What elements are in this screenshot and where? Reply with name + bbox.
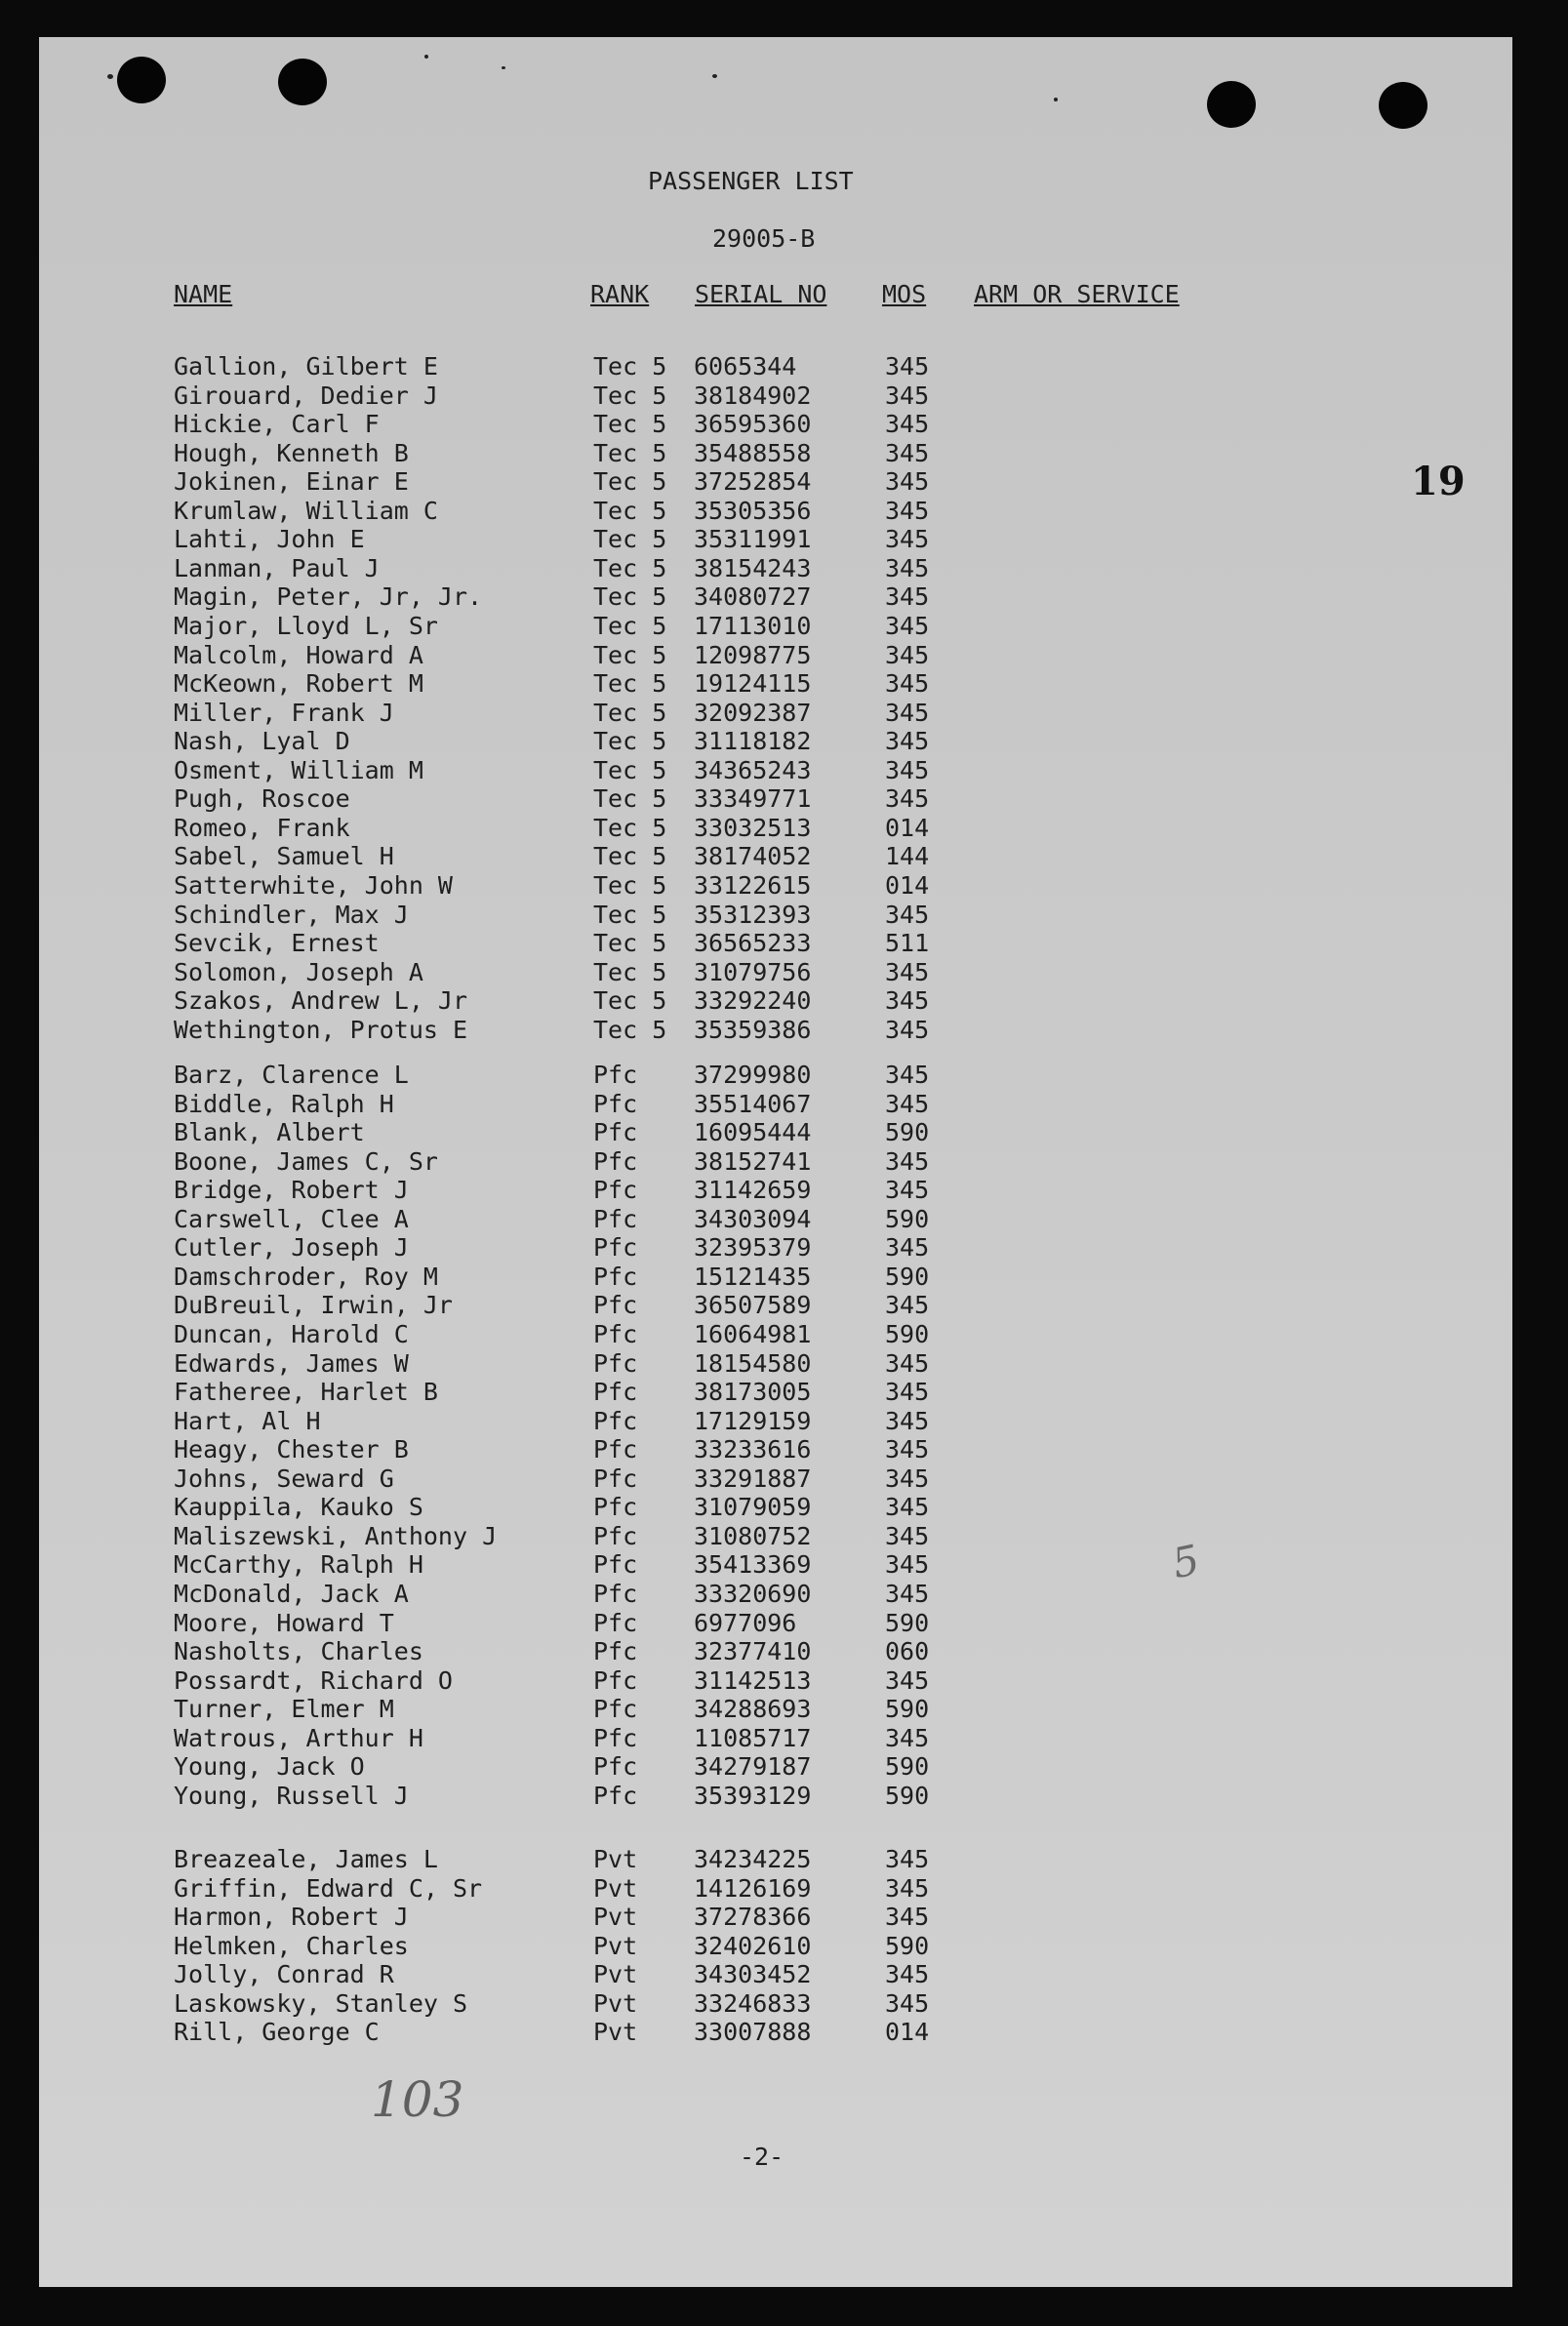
- passenger-mos: 345: [885, 669, 930, 698]
- table-row: [39, 1782, 1512, 1811]
- passenger-rank: Pfc: [593, 1204, 638, 1233]
- passenger-serial-number: 31079756: [694, 957, 812, 986]
- passenger-name: Cutler, Joseph J: [174, 1233, 409, 1263]
- passenger-serial-number: 35393129: [694, 1781, 812, 1810]
- passenger-serial-number: 33292240: [694, 986, 812, 1016]
- passenger-serial-number: 33032513: [694, 813, 812, 842]
- passenger-rank: Pfc: [593, 1493, 638, 1522]
- passenger-name: Major, Lloyd L, Sr: [174, 612, 438, 640]
- passenger-rank: Pfc: [593, 1378, 638, 1406]
- passenger-rank: Pvt: [593, 2018, 638, 2047]
- table-row: [39, 1147, 1512, 1177]
- passenger-serial-number: 12098775: [694, 640, 812, 669]
- passenger-name: Malcolm, Howard A: [174, 640, 423, 669]
- passenger-mos: 590: [885, 1695, 930, 1724]
- table-row: [39, 1493, 1512, 1522]
- passenger-rank: Pfc: [593, 1521, 638, 1550]
- passenger-serial-number: 35359386: [694, 1015, 812, 1044]
- column-header-mos: MOS: [882, 280, 927, 308]
- table-row: [39, 1320, 1512, 1349]
- passenger-name: Lahti, John E: [174, 525, 365, 554]
- passenger-rank: Tec 5: [593, 986, 667, 1016]
- passenger-serial-number: 33349771: [694, 784, 812, 814]
- passenger-serial-number: 34303452: [694, 1960, 812, 1989]
- table-row: [39, 727, 1512, 756]
- passenger-name: Young, Jack O: [174, 1752, 365, 1782]
- table-row: [39, 1378, 1512, 1407]
- passenger-name: Watrous, Arthur H: [174, 1723, 423, 1752]
- passenger-mos: 345: [885, 1960, 930, 1989]
- passenger-rank: Pfc: [593, 1061, 638, 1089]
- table-row: [39, 669, 1512, 699]
- table-row: [39, 756, 1512, 785]
- passenger-name: Heagy, Chester B: [174, 1435, 409, 1464]
- table-row: [39, 612, 1512, 641]
- passenger-serial-number: 33320690: [694, 1579, 812, 1608]
- passenger-serial-number: 18154580: [694, 1348, 812, 1378]
- passenger-name: Griffin, Edward C, Sr: [174, 1873, 483, 1903]
- passenger-serial-number: 33291887: [694, 1464, 812, 1493]
- passenger-mos: 345: [885, 496, 930, 525]
- passenger-name: Schindler, Max J: [174, 900, 409, 929]
- passenger-mos: 345: [885, 1089, 930, 1118]
- passenger-name: Turner, Elmer M: [174, 1695, 394, 1724]
- passenger-mos: 345: [885, 582, 930, 612]
- passenger-serial-number: 19124115: [694, 669, 812, 698]
- passenger-serial-number: 38174052: [694, 842, 812, 871]
- passenger-serial-number: 35514067: [694, 1089, 812, 1118]
- passenger-serial-number: 33246833: [694, 1988, 812, 2018]
- passenger-name: Girouard, Dedier J: [174, 381, 438, 410]
- passenger-serial-number: 36507589: [694, 1291, 812, 1320]
- table-row: [39, 1407, 1512, 1436]
- passenger-name: Miller, Frank J: [174, 698, 394, 727]
- handwritten-count: 103: [371, 2071, 464, 2128]
- passenger-rank: Pfc: [593, 1176, 638, 1205]
- passenger-mos: 345: [885, 727, 930, 756]
- passenger-mos: 345: [885, 1903, 930, 1932]
- passenger-serial-number: 35305356: [694, 496, 812, 525]
- passenger-mos: 345: [885, 1291, 930, 1320]
- passenger-serial-number: 16095444: [694, 1118, 812, 1147]
- passenger-rank: Tec 5: [593, 957, 667, 986]
- passenger-rank: Tec 5: [593, 727, 667, 756]
- passenger-serial-number: 35312393: [694, 900, 812, 929]
- table-row: [39, 1752, 1512, 1782]
- table-row: [39, 1349, 1512, 1379]
- passenger-rank: Pfc: [593, 1723, 638, 1752]
- table-row: [39, 1118, 1512, 1147]
- table-row: [39, 439, 1512, 468]
- passenger-mos: 345: [885, 525, 930, 554]
- passenger-name: Harmon, Robert J: [174, 1903, 409, 1932]
- stamped-page-number: 19: [1411, 459, 1466, 504]
- passenger-mos: 590: [885, 1781, 930, 1810]
- passenger-mos: 511: [885, 929, 930, 957]
- passenger-rank: Pfc: [593, 1464, 638, 1493]
- passenger-name: Sevcik, Ernest: [174, 929, 380, 957]
- passenger-mos: 345: [885, 957, 930, 986]
- passenger-mos: 345: [885, 1146, 930, 1176]
- passenger-name: Romeo, Frank: [174, 813, 350, 842]
- passenger-rank: Tec 5: [593, 438, 667, 467]
- passenger-mos: 345: [885, 1378, 930, 1406]
- passenger-name: Moore, Howard T: [174, 1608, 394, 1637]
- passenger-mos: 345: [885, 612, 930, 640]
- passenger-mos: 590: [885, 1118, 930, 1147]
- passenger-mos: 345: [885, 1348, 930, 1378]
- table-row: [39, 986, 1512, 1016]
- passenger-name: Barz, Clarence L: [174, 1061, 409, 1089]
- column-header-name: NAME: [174, 280, 233, 308]
- passenger-name: McCarthy, Ralph H: [174, 1550, 423, 1580]
- passenger-name: Hickie, Carl F: [174, 410, 380, 439]
- passenger-serial-number: 14126169: [694, 1873, 812, 1903]
- table-row: [39, 352, 1512, 381]
- passenger-name: Maliszewski, Anthony J: [174, 1521, 498, 1550]
- passenger-name: Carswell, Clee A: [174, 1204, 409, 1233]
- passenger-serial-number: 34080727: [694, 582, 812, 612]
- passenger-rank: Pfc: [593, 1781, 638, 1810]
- passenger-mos: 345: [885, 1233, 930, 1263]
- passenger-name: Jokinen, Einar E: [174, 467, 409, 497]
- passenger-mos: 345: [885, 1873, 930, 1903]
- passenger-name: Helmken, Charles: [174, 1931, 409, 1960]
- passenger-name: McKeown, Robert M: [174, 669, 423, 698]
- table-row: [39, 1874, 1512, 1904]
- table-row: [39, 1263, 1512, 1292]
- passenger-mos: 014: [885, 870, 930, 900]
- document-page: [39, 37, 1512, 2287]
- table-row: [39, 554, 1512, 583]
- passenger-rank: Pvt: [593, 1931, 638, 1960]
- passenger-rank: Tec 5: [593, 352, 667, 381]
- passenger-mos: 345: [885, 1845, 930, 1873]
- passenger-serial-number: 17113010: [694, 612, 812, 640]
- passenger-serial-number: 35311991: [694, 525, 812, 554]
- passenger-rank: Pfc: [593, 1233, 638, 1263]
- passenger-serial-number: 31142513: [694, 1665, 812, 1695]
- table-row: [39, 641, 1512, 670]
- passenger-rank: Pvt: [593, 1873, 638, 1903]
- page-title: PASSENGER LIST: [648, 167, 854, 195]
- passenger-serial-number: 31142659: [694, 1176, 812, 1205]
- passenger-serial-number: 17129159: [694, 1406, 812, 1435]
- passenger-mos: 345: [885, 1550, 930, 1580]
- passenger-serial-number: 32092387: [694, 698, 812, 727]
- passenger-rank: Tec 5: [593, 496, 667, 525]
- passenger-mos: 345: [885, 438, 930, 467]
- column-header-arm-or-service: ARM OR SERVICE: [974, 280, 1180, 308]
- passenger-mos: 345: [885, 1464, 930, 1493]
- passenger-rank: Pfc: [593, 1118, 638, 1147]
- passenger-rank: Tec 5: [593, 870, 667, 900]
- passenger-name: Boone, James C, Sr: [174, 1146, 438, 1176]
- column-header-rank: RANK: [590, 280, 650, 308]
- column-header-serial: SERIAL NO: [695, 280, 827, 308]
- passenger-rank: Tec 5: [593, 755, 667, 784]
- passenger-table: [39, 37, 1512, 2287]
- passenger-name: Johns, Seward G: [174, 1464, 394, 1493]
- passenger-name: Wethington, Protus E: [174, 1015, 468, 1044]
- passenger-serial-number: 38152741: [694, 1146, 812, 1176]
- passenger-name: Magin, Peter, Jr, Jr.: [174, 582, 483, 612]
- passenger-serial-number: 33007888: [694, 2018, 812, 2047]
- passenger-mos: 345: [885, 1723, 930, 1752]
- passenger-mos: 345: [885, 1493, 930, 1522]
- passenger-mos: 014: [885, 813, 930, 842]
- passenger-name: Nasholts, Charles: [174, 1637, 423, 1665]
- passenger-mos: 345: [885, 1988, 930, 2018]
- passenger-rank: Tec 5: [593, 813, 667, 842]
- passenger-rank: Pfc: [593, 1348, 638, 1378]
- passenger-rank: Pfc: [593, 1637, 638, 1665]
- passenger-serial-number: 38154243: [694, 553, 812, 582]
- passenger-name: McDonald, Jack A: [174, 1579, 409, 1608]
- passenger-name: Edwards, James W: [174, 1348, 409, 1378]
- passenger-mos: 345: [885, 553, 930, 582]
- passenger-mos: 014: [885, 2018, 930, 2047]
- passenger-name: Laskowsky, Stanley S: [174, 1988, 468, 2018]
- passenger-rank: Tec 5: [593, 467, 667, 497]
- passenger-name: Blank, Albert: [174, 1118, 365, 1147]
- table-row: [39, 582, 1512, 612]
- passenger-serial-number: 37299980: [694, 1061, 812, 1089]
- table-row: [39, 497, 1512, 526]
- passenger-serial-number: 11085717: [694, 1723, 812, 1752]
- passenger-mos: 345: [885, 1015, 930, 1044]
- document-code: 29005-B: [712, 224, 816, 253]
- table-row: [39, 381, 1512, 411]
- table-row: [39, 2018, 1512, 2047]
- passenger-rank: Pfc: [593, 1262, 638, 1291]
- passenger-rank: Tec 5: [593, 410, 667, 439]
- passenger-rank: Pvt: [593, 1960, 638, 1989]
- passenger-mos: 590: [885, 1931, 930, 1960]
- passenger-mos: 345: [885, 467, 930, 497]
- passenger-mos: 590: [885, 1204, 930, 1233]
- passenger-rank: Pfc: [593, 1550, 638, 1580]
- passenger-mos: 590: [885, 1262, 930, 1291]
- passenger-name: Fatheree, Harlet B: [174, 1378, 438, 1406]
- passenger-name: Biddle, Ralph H: [174, 1089, 394, 1118]
- passenger-rank: Pfc: [593, 1089, 638, 1118]
- table-row: [39, 410, 1512, 439]
- passenger-rank: Tec 5: [593, 582, 667, 612]
- passenger-serial-number: 34279187: [694, 1752, 812, 1782]
- passenger-mos: 590: [885, 1320, 930, 1348]
- table-row: [39, 1435, 1512, 1464]
- passenger-mos: 345: [885, 784, 930, 814]
- page-number: -2-: [740, 2143, 784, 2171]
- table-row: [39, 1695, 1512, 1724]
- table-row: [39, 1932, 1512, 1961]
- table-row: [39, 1609, 1512, 1638]
- table-row: [39, 1464, 1512, 1494]
- passenger-rank: Pfc: [593, 1695, 638, 1724]
- passenger-name: Pugh, Roscoe: [174, 784, 350, 814]
- passenger-serial-number: 31118182: [694, 727, 812, 756]
- passenger-rank: Tec 5: [593, 612, 667, 640]
- passenger-name: Duncan, Harold C: [174, 1320, 409, 1348]
- passenger-name: Nash, Lyal D: [174, 727, 350, 756]
- passenger-mos: 144: [885, 842, 930, 871]
- passenger-mos: 345: [885, 698, 930, 727]
- passenger-name: Rill, George C: [174, 2018, 380, 2047]
- passenger-serial-number: 35413369: [694, 1550, 812, 1580]
- passenger-serial-number: 33122615: [694, 870, 812, 900]
- passenger-serial-number: 34288693: [694, 1695, 812, 1724]
- table-row: [39, 467, 1512, 497]
- passenger-rank: Pfc: [593, 1320, 638, 1348]
- passenger-mos: 345: [885, 1579, 930, 1608]
- passenger-name: DuBreuil, Irwin, Jr: [174, 1291, 453, 1320]
- passenger-rank: Tec 5: [593, 842, 667, 871]
- handwritten-mark: 5: [1168, 1535, 1204, 1588]
- table-row: [39, 1550, 1512, 1580]
- passenger-serial-number: 37252854: [694, 467, 812, 497]
- passenger-rank: Pfc: [593, 1406, 638, 1435]
- table-row: [39, 871, 1512, 901]
- passenger-rank: Pfc: [593, 1752, 638, 1782]
- passenger-name: Krumlaw, William C: [174, 496, 438, 525]
- passenger-name: Damschroder, Roy M: [174, 1262, 438, 1291]
- passenger-mos: 345: [885, 640, 930, 669]
- table-row: [39, 1845, 1512, 1874]
- passenger-name: Sabel, Samuel H: [174, 842, 394, 871]
- table-row: [39, 929, 1512, 958]
- passenger-name: Osment, William M: [174, 755, 423, 784]
- passenger-mos: 345: [885, 1435, 930, 1464]
- passenger-serial-number: 31079059: [694, 1493, 812, 1522]
- passenger-serial-number: 16064981: [694, 1320, 812, 1348]
- table-row: [39, 842, 1512, 871]
- passenger-rank: Tec 5: [593, 553, 667, 582]
- passenger-name: Kauppila, Kauko S: [174, 1493, 423, 1522]
- passenger-rank: Tec 5: [593, 900, 667, 929]
- passenger-name: Szakos, Andrew L, Jr: [174, 986, 468, 1016]
- passenger-mos: 345: [885, 986, 930, 1016]
- passenger-serial-number: 34303094: [694, 1204, 812, 1233]
- passenger-name: Hart, Al H: [174, 1406, 321, 1435]
- passenger-rank: Pvt: [593, 1903, 638, 1932]
- passenger-mos: 345: [885, 352, 930, 381]
- passenger-rank: Tec 5: [593, 381, 667, 410]
- table-row: [39, 525, 1512, 554]
- passenger-serial-number: 32402610: [694, 1931, 812, 1960]
- passenger-serial-number: 36565233: [694, 929, 812, 957]
- passenger-mos: 345: [885, 755, 930, 784]
- passenger-mos: 345: [885, 1061, 930, 1089]
- passenger-serial-number: 38173005: [694, 1378, 812, 1406]
- passenger-rank: Tec 5: [593, 1015, 667, 1044]
- table-row: [39, 1903, 1512, 1932]
- table-row: [39, 1061, 1512, 1090]
- table-row: [39, 1522, 1512, 1551]
- passenger-rank: Pvt: [593, 1845, 638, 1873]
- passenger-name: Hough, Kenneth B: [174, 438, 409, 467]
- table-row: [39, 814, 1512, 843]
- passenger-mos: 345: [885, 381, 930, 410]
- passenger-name: Young, Russell J: [174, 1781, 409, 1810]
- passenger-rank: Pfc: [593, 1579, 638, 1608]
- passenger-serial-number: 35488558: [694, 438, 812, 467]
- passenger-name: Breazeale, James L: [174, 1845, 438, 1873]
- passenger-mos: 345: [885, 900, 930, 929]
- passenger-rank: Tec 5: [593, 640, 667, 669]
- table-row: [39, 901, 1512, 930]
- passenger-serial-number: 34234225: [694, 1845, 812, 1873]
- passenger-name: Lanman, Paul J: [174, 553, 380, 582]
- table-row: [39, 1666, 1512, 1696]
- table-row: [39, 1176, 1512, 1205]
- passenger-name: Gallion, Gilbert E: [174, 352, 438, 381]
- table-row: [39, 1580, 1512, 1609]
- passenger-mos: 345: [885, 410, 930, 439]
- passenger-serial-number: 38184902: [694, 381, 812, 410]
- table-row: [39, 699, 1512, 728]
- table-row: [39, 1724, 1512, 1753]
- passenger-name: Solomon, Joseph A: [174, 957, 423, 986]
- passenger-name: Satterwhite, John W: [174, 870, 453, 900]
- passenger-serial-number: 32395379: [694, 1233, 812, 1263]
- passenger-rank: Pfc: [593, 1146, 638, 1176]
- passenger-serial-number: 33233616: [694, 1435, 812, 1464]
- passenger-rank: Pfc: [593, 1291, 638, 1320]
- passenger-name: Bridge, Robert J: [174, 1176, 409, 1205]
- passenger-serial-number: 34365243: [694, 755, 812, 784]
- table-row: [39, 1016, 1512, 1045]
- table-row: [39, 1291, 1512, 1320]
- table-row: [39, 1989, 1512, 2019]
- passenger-rank: Tec 5: [593, 698, 667, 727]
- passenger-rank: Pfc: [593, 1435, 638, 1464]
- table-row: [39, 784, 1512, 814]
- passenger-rank: Pfc: [593, 1665, 638, 1695]
- passenger-serial-number: 6977096: [694, 1608, 797, 1637]
- passenger-serial-number: 31080752: [694, 1521, 812, 1550]
- table-row: [39, 958, 1512, 987]
- passenger-mos: 590: [885, 1608, 930, 1637]
- table-row: [39, 1637, 1512, 1666]
- passenger-serial-number: 15121435: [694, 1262, 812, 1291]
- table-row: [39, 1233, 1512, 1263]
- passenger-mos: 345: [885, 1521, 930, 1550]
- passenger-rank: Tec 5: [593, 525, 667, 554]
- passenger-serial-number: 36595360: [694, 410, 812, 439]
- passenger-mos: 590: [885, 1752, 930, 1782]
- table-row: [39, 1090, 1512, 1119]
- passenger-mos: 345: [885, 1665, 930, 1695]
- passenger-serial-number: 32377410: [694, 1637, 812, 1665]
- passenger-serial-number: 37278366: [694, 1903, 812, 1932]
- passenger-rank: Pfc: [593, 1608, 638, 1637]
- passenger-rank: Pvt: [593, 1988, 638, 2018]
- passenger-mos: 345: [885, 1406, 930, 1435]
- passenger-rank: Tec 5: [593, 784, 667, 814]
- passenger-mos: 345: [885, 1176, 930, 1205]
- passenger-rank: Tec 5: [593, 929, 667, 957]
- table-row: [39, 1205, 1512, 1234]
- passenger-rank: Tec 5: [593, 669, 667, 698]
- passenger-mos: 060: [885, 1637, 930, 1665]
- table-row: [39, 1960, 1512, 1989]
- passenger-serial-number: 6065344: [694, 352, 797, 381]
- passenger-name: Jolly, Conrad R: [174, 1960, 394, 1989]
- passenger-name: Possardt, Richard O: [174, 1665, 453, 1695]
